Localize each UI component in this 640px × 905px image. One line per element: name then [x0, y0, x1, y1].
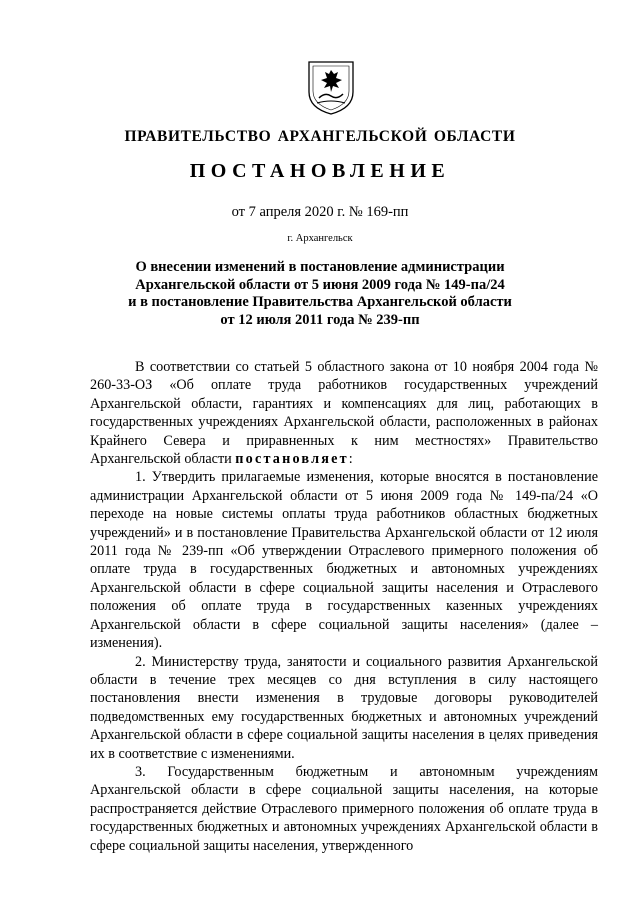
title-line: от 12 июля 2011 года № 239-пп	[220, 311, 420, 328]
paragraph-2: 2. Министерству труда, занятости и социального развития Архангельской области в течение трех месяцев со дня вступления в силу настоящего постановления внести изменения в трудовые договоры руководителей подведомственных ему государственных бюджетных и автономных учреждений Архангельской области в сфере социальной защиты населения в целях приведения их в соответствие с изменениями.	[90, 653, 598, 762]
decree-word: постановляет	[235, 451, 349, 468]
decree-suffix: :	[348, 451, 353, 468]
intro-text: В соответствии со статьей 5 областного закона от 10 ноября 2004 года № 260-33-ОЗ «Об оплате труда работников государственных учреждений Архангельской области, гарантиях и компенсациях для лиц, работающих в государственных учреждениях Архангельской области, расположенных в районах Крайнего Севера и приравненных к ним местностях» Правительство Архангельской области	[90, 359, 598, 468]
title-line: О внесении изменений в постановление администрации	[135, 259, 505, 275]
document-date-number: от 7 апреля 2020 г. № 169-пп	[231, 204, 409, 220]
government-name: ПРАВИТЕЛЬСТВО АРХАНГЕЛЬСКОЙ ОБЛАСТИ	[124, 128, 516, 145]
intro-paragraph	[90, 358, 598, 468]
coat-of-arms-emblem	[305, 58, 357, 116]
document-type: ПОСТАНОВЛЕНИЕ	[189, 160, 451, 182]
document-title	[0, 259, 640, 329]
document-body	[90, 358, 598, 855]
document-city: г. Архангельск	[287, 233, 353, 244]
paragraph-1: 1. Утвердить прилагаемые изменения, которые вносятся в постановление администрации Архангельской области от 5 июня 2009 года № 149-па/24 «О переходе на новые системы оплаты труда работников областных бюджетных учреждений» и в постановление Правительства Архангельской области от 12 июля 2011 года № 239-пп «Об утверждении Отраслевого примерного положения об оплате труда в государственных бюджетных и автономных учреждениях Архангельской области в сфере социальной защиты населения и Отраслевого положения об оплате труда в государственных казенных учреждениях Архангельской области в сфере социальной защиты населения» (далее – изменения).	[90, 469, 598, 652]
title-line: Архангельской области от 5 июня 2009 года № 149-па/24	[135, 276, 505, 293]
paragraph-3: 3. Государственным бюджетным и автономным учреждениям Архангельской области в сфере социальной защиты населения, на которые распространяется действие Отраслевого примерного положения об оплате труда в государственных бюджетных и автономных учреждениях Архангельской области в сфере социальной защиты населения, утвержденного	[90, 763, 598, 854]
title-line: и в постановление Правительства Архангельской области	[128, 294, 512, 310]
